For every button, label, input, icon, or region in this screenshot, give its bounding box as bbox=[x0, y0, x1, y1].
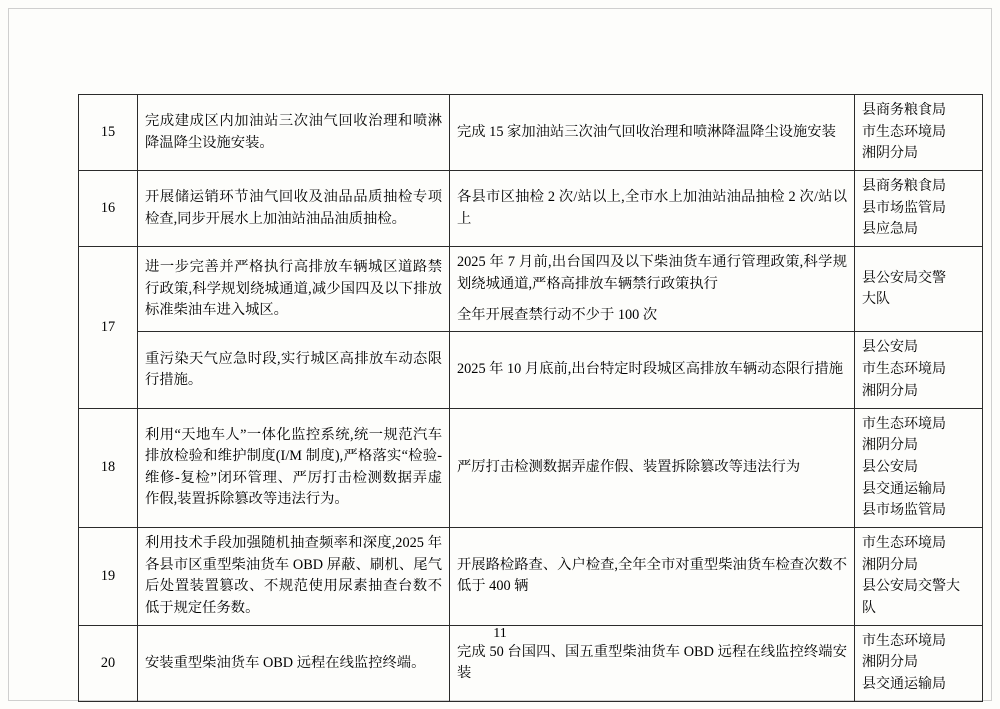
org-line: 队 bbox=[862, 601, 876, 616]
table-row bbox=[79, 171, 983, 247]
org-line: 湘阴分局 bbox=[862, 383, 918, 399]
row-task: 利用技术手段加强随机抽查频率和深度,2025 年各县市区重型柴油货车 OBD 屏蔽、刷机、尾气后处置装置篡改、不规范使用尿素抽查台数不低于规定任务数。 bbox=[138, 527, 450, 625]
row-task: 重污染天气应急时段,实行城区高排放车动态限行措施。 bbox=[138, 332, 450, 408]
row-detail: 完成 15 家加油站三次油气回收治理和喷淋降温降尘设施安装 bbox=[450, 95, 855, 171]
row-number: 20 bbox=[79, 625, 138, 701]
row-orgs bbox=[855, 408, 983, 527]
row-number: 16 bbox=[79, 171, 138, 247]
org-line: 市生态环境局 bbox=[862, 633, 946, 649]
task-table bbox=[78, 94, 983, 702]
org-line: 县应急局 bbox=[862, 222, 918, 238]
detail-split-row bbox=[450, 300, 854, 331]
org-line: 大队 bbox=[862, 292, 890, 308]
row-detail bbox=[450, 247, 855, 332]
row-orgs bbox=[855, 332, 983, 408]
org-line: 县商务粮食局 bbox=[862, 179, 946, 195]
org-line: 湘阴分局 bbox=[862, 438, 918, 454]
row-orgs bbox=[855, 95, 983, 171]
table-row bbox=[79, 332, 983, 408]
row-detail: 开展路检路查、入户检查,全年全市对重型柴油货车检查次数不低于 400 辆 bbox=[450, 527, 855, 625]
row-task: 完成建成区内加油站三次油气回收治理和喷淋降温降尘设施安装。 bbox=[138, 95, 450, 171]
row-detail: 严厉打击检测数据弄虚作假、装置拆除篡改等违法行为 bbox=[450, 408, 855, 527]
table-row bbox=[79, 408, 983, 527]
org-line: 市生态环境局 bbox=[862, 416, 946, 432]
org-line: 县公安局交警大 bbox=[862, 579, 960, 595]
table-row bbox=[79, 95, 983, 171]
org-line: 市生态环境局 bbox=[862, 535, 946, 551]
org-line: 县交通运输局 bbox=[862, 677, 946, 693]
org-line: 市生态环境局 bbox=[862, 124, 946, 140]
org-line: 湘阴分局 bbox=[862, 655, 918, 671]
detail-part-top: 2025 年 7 月前,出台国四及以下柴油货车通行管理政策,科学规划绕城通道,严格高排放车辆禁行政策执行 bbox=[457, 254, 847, 292]
table-row bbox=[79, 247, 983, 332]
row-detail: 完成 50 台国四、国五重型柴油货车 OBD 远程在线监控终端安装 bbox=[450, 625, 855, 701]
page-content bbox=[78, 94, 960, 702]
row-task: 开展储运销环节油气回收及油品品质抽检专项检查,同步开展水上加油站油品油质抽检。 bbox=[138, 171, 450, 247]
org-line: 县商务粮食局 bbox=[862, 103, 946, 118]
row-detail: 2025 年 10 月底前,出台特定时段城区高排放车辆动态限行措施 bbox=[450, 332, 855, 408]
row-orgs bbox=[855, 171, 983, 247]
detail-part-bottom: 全年开展查禁行动不少于 100 次 bbox=[457, 307, 658, 323]
row-orgs bbox=[855, 247, 983, 332]
org-line: 县公安局 bbox=[862, 340, 918, 356]
row-detail: 各县市区抽检 2 次/站以上,全市水上加油站油品抽检 2 次/站以上 bbox=[450, 171, 855, 247]
org-line: 市生态环境局 bbox=[862, 362, 946, 378]
row-task: 利用“天地车人”一体化监控系统,统一规范汽车排放检验和维护制度(I/M 制度),严格落实“检验-维修-复检”闭环管理、严厉打击检测数据弄虚作假,装置拆除篡改等违法行为。 bbox=[138, 408, 450, 527]
org-line: 县交通运输局 bbox=[862, 481, 946, 497]
row-orgs bbox=[855, 527, 983, 625]
org-line: 县市场监管局 bbox=[862, 503, 946, 519]
detail-split-row bbox=[450, 247, 854, 300]
page-number: 11 bbox=[493, 626, 507, 641]
detail-split bbox=[450, 247, 854, 331]
table-row bbox=[79, 527, 983, 625]
row-number: 19 bbox=[79, 527, 138, 625]
row-number: 15 bbox=[79, 95, 138, 171]
org-line: 县市场监管局 bbox=[862, 200, 946, 216]
org-line: 县公安局交警 bbox=[862, 270, 946, 286]
org-line: 湘阴分局 bbox=[862, 146, 918, 162]
row-number: 17 bbox=[79, 247, 138, 408]
org-line: 县公安局 bbox=[862, 459, 918, 475]
org-line: 湘阴分局 bbox=[862, 557, 918, 573]
row-task: 安装重型柴油货车 OBD 远程在线监控终端。 bbox=[138, 625, 450, 701]
row-task: 进一步完善并严格执行高排放车辆城区道路禁行政策,科学规划绕城通道,减少国四及以下排放标准柴油车进入城区。 bbox=[138, 247, 450, 332]
row-number: 18 bbox=[79, 408, 138, 527]
